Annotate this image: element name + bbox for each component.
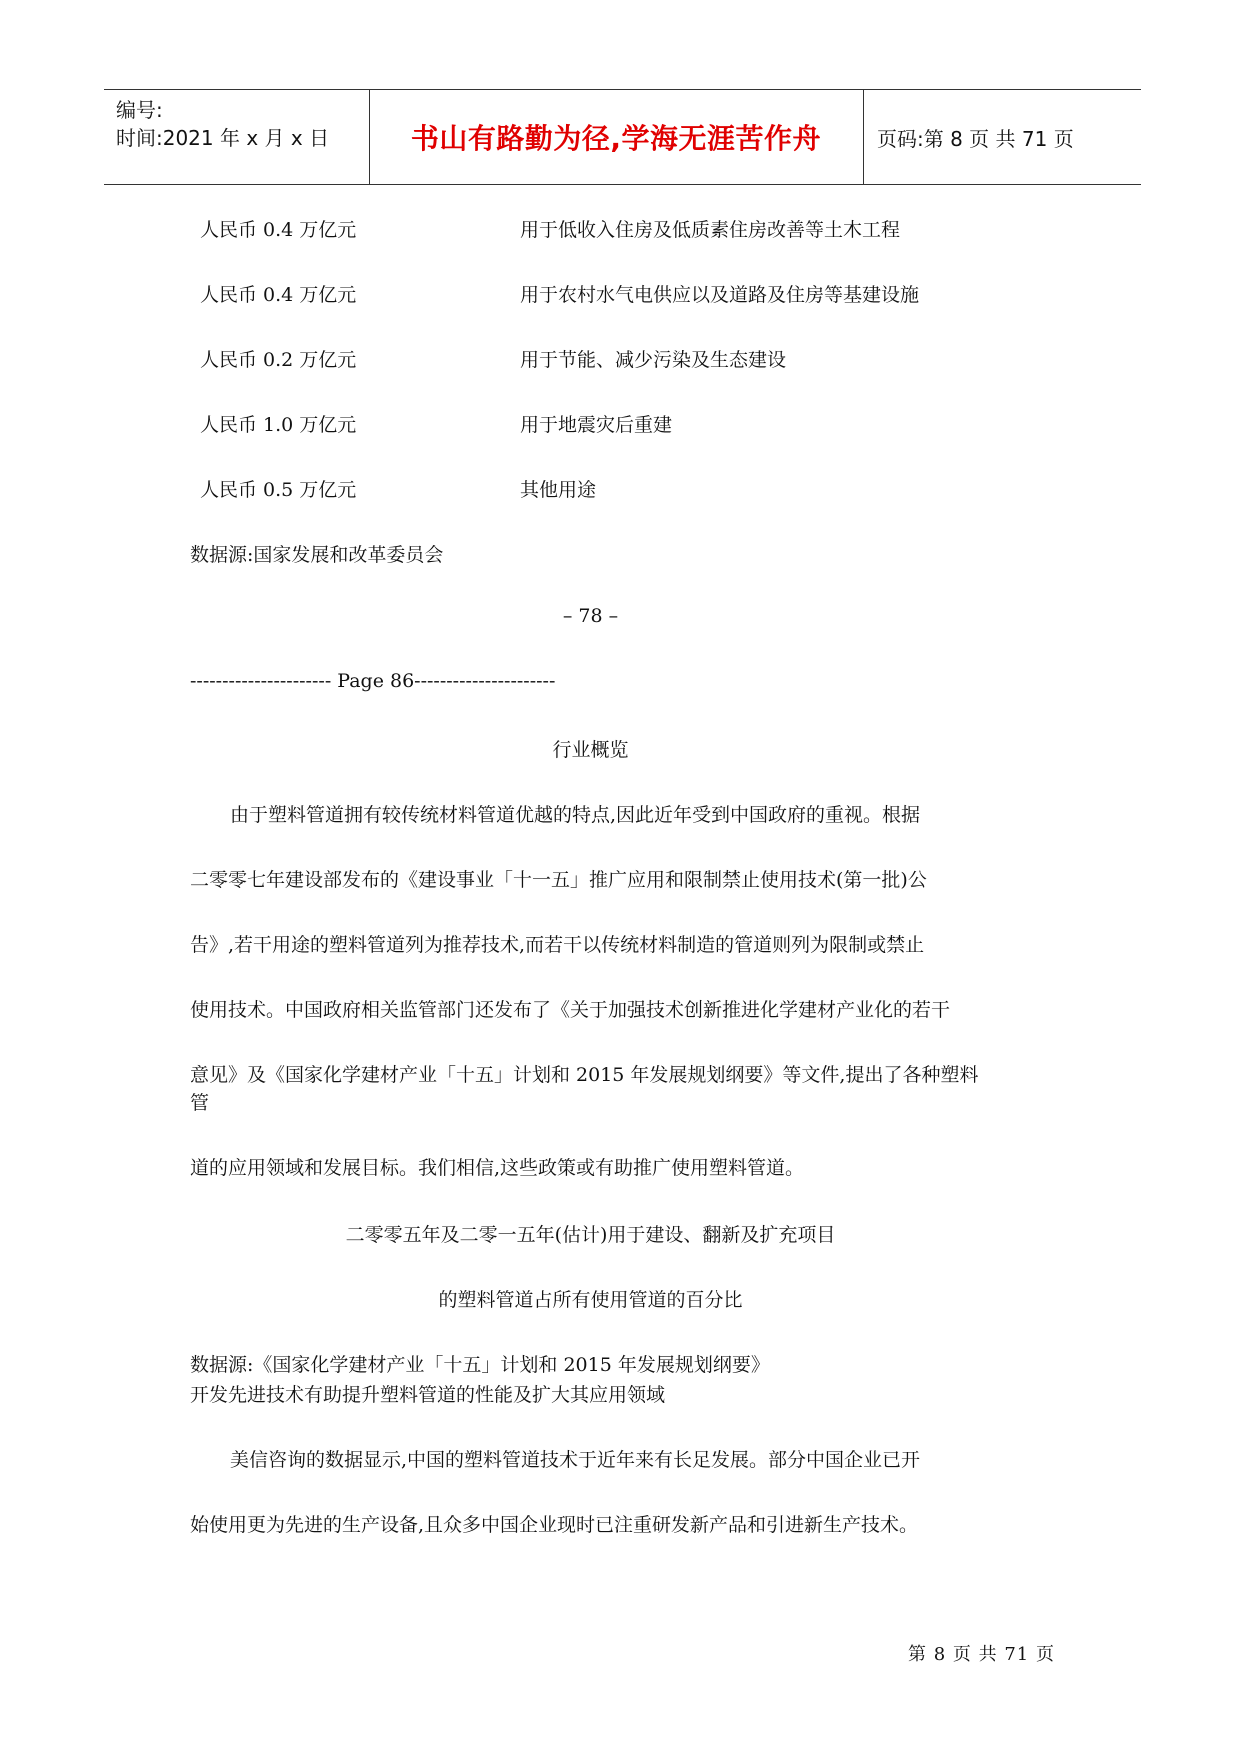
paragraph-line: 由于塑料管道拥有较传统材料管道优越的特点,因此近年受到中国政府的重视。根据: [230, 804, 921, 826]
page-separator: ---------------------- Page 86----------------------: [190, 670, 556, 692]
allocation-amount: 人民币 0.4 万亿元: [200, 219, 357, 241]
allocation-amount: 人民币 1.0 万亿元: [200, 414, 357, 436]
header-page-cell: [863, 90, 1141, 184]
source-note: 数据源:国家发展和改革委员会: [190, 544, 444, 566]
allocation-amount: 人民币 0.5 万亿元: [200, 479, 357, 501]
document-header: [104, 89, 1141, 185]
allocation-amount: 人民币 0.4 万亿元: [200, 284, 357, 306]
allocation-use: 其他用途: [520, 479, 597, 501]
page-number-marker: – 78 –: [562, 605, 619, 627]
table-title-line: 二零零五年及二零一五年(估计)用于建设、翻新及扩充项目: [345, 1224, 836, 1246]
table-title-line: 的塑料管道占所有使用管道的百分比: [438, 1289, 743, 1311]
paragraph-line: 美信咨询的数据显示,中国的塑料管道技术于近年来有长足发展。部分中国企业已开: [230, 1449, 921, 1471]
allocation-use: 用于低收入住房及低质素住房改善等土木工程: [520, 219, 901, 241]
paragraph-line: 意见》及《国家化学建材产业「十五」计划和 2015 年发展规划纲要》等文件,提出了各种塑料: [190, 1064, 979, 1086]
allocation-use: 用于农村水气电供应以及道路及住房等基建设施: [520, 284, 920, 306]
paragraph-line: 始使用更为先进的生产设备,且众多中国企业现时已注重研发新产品和引进新生产技术。: [190, 1514, 919, 1536]
header-motto-cell: [369, 90, 864, 184]
header-motto: 书山有路勤为径,学海无涯苦作舟: [410, 122, 822, 155]
paragraph-line: 二零零七年建设部发布的《建设事业「十一五」推广应用和限制禁止使用技术(第一批)公: [190, 869, 927, 891]
paragraph-line: 管: [190, 1092, 210, 1114]
allocation-use: 用于地震灾后重建: [520, 414, 673, 436]
allocation-amount: 人民币 0.2 万亿元: [200, 349, 357, 371]
paragraph-line: 道的应用领域和发展目标。我们相信,这些政策或有助推广使用塑料管道。: [190, 1157, 805, 1179]
header-page-label: 页码:第 8 页 共 71 页: [877, 126, 1074, 151]
serial-label: 编号:: [116, 98, 163, 122]
paragraph-line: 告》,若干用途的塑料管道列为推荐技术,而若干以传统材料制造的管道则列为限制或禁止: [190, 934, 925, 956]
subheading: 开发先进技术有助提升塑料管道的性能及扩大其应用领域: [190, 1384, 666, 1406]
footer-page-number: 第 8 页 共 71 页: [908, 1644, 1055, 1665]
allocation-use: 用于节能、减少污染及生态建设: [520, 349, 787, 371]
paragraph-line: 使用技术。中国政府相关监管部门还发布了《关于加强技术创新推进化学建材产业化的若干: [190, 999, 951, 1021]
header-meta-cell: [104, 90, 370, 184]
source-note: 数据源:《国家化学建材产业「十五」计划和 2015 年发展规划纲要》: [190, 1354, 770, 1376]
section-title: 行业概览: [552, 739, 629, 761]
time-label: 时间:2021 年 x 月 x 日: [116, 126, 330, 150]
